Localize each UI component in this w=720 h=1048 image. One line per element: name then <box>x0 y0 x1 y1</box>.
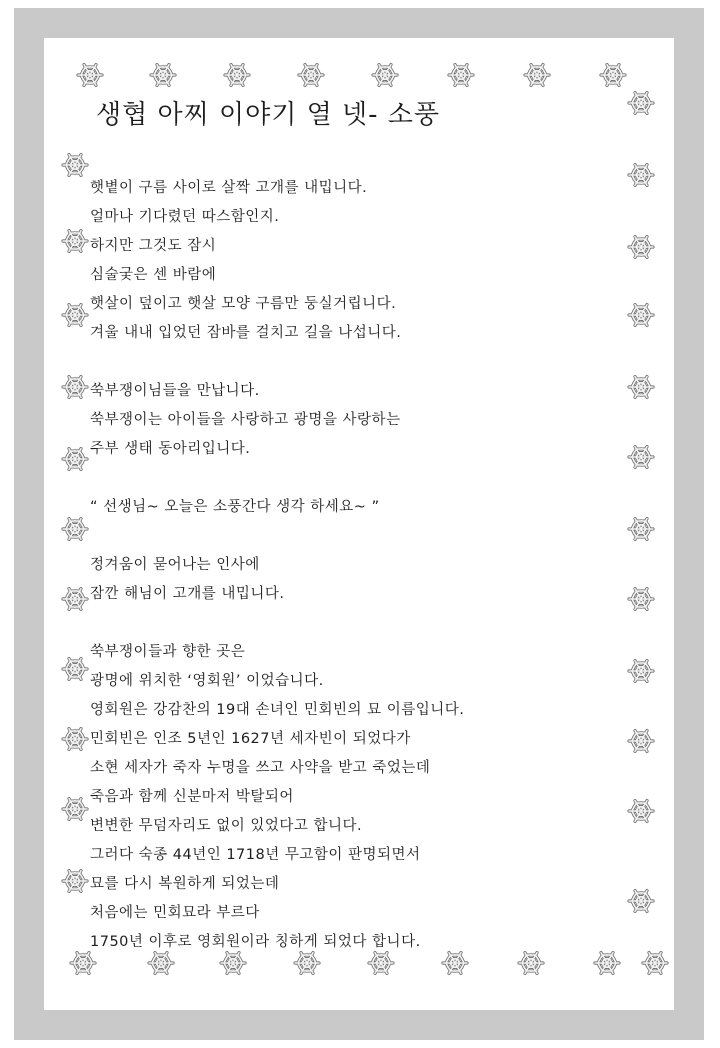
text-line: “ 선생님~ 오늘은 소풍간다 생각 하세요~ ” <box>90 499 380 515</box>
snowflake-icon <box>60 654 90 684</box>
document-body <box>90 174 610 957</box>
snowflake-icon <box>370 60 400 90</box>
snowflake-icon <box>60 866 90 896</box>
snowflake-icon <box>626 300 656 330</box>
text-line: 묘를 다시 복원하게 되었는데 <box>90 876 280 892</box>
snowflake-icon <box>626 372 656 402</box>
text-line: 소현 세자가 죽자 누명을 쓰고 사약을 받고 죽었는데 <box>90 760 431 776</box>
snowflake-icon <box>626 514 656 544</box>
snowflake-icon <box>60 150 90 180</box>
snowflake-icon <box>60 514 90 544</box>
paragraph-gap <box>90 522 610 551</box>
snowflake-icon <box>626 656 656 686</box>
text-line: 심술궂은 센 바람에 <box>90 267 217 283</box>
paragraph-gap <box>90 609 610 638</box>
text-line: 쑥부쟁이들과 향한 곳은 <box>90 644 246 660</box>
snowflake-icon <box>60 226 90 256</box>
text-line: 겨울 내내 입었던 잠바를 걸치고 길을 나섭니다. <box>90 325 402 341</box>
snowflake-icon <box>60 584 90 614</box>
document-title: 생협 아찌 이야기 열 넷- 소풍 <box>96 100 440 130</box>
snowflake-icon <box>60 794 90 824</box>
snowflake-icon <box>296 60 326 90</box>
text-line: 잠깐 해님이 고개를 내밉니다. <box>90 586 285 602</box>
text-line: 햇볕이 구름 사이로 살짝 고개를 내밉니다. <box>90 180 368 196</box>
text-line: 주부 생태 동아리입니다. <box>90 441 251 457</box>
snowflake-icon <box>626 726 656 756</box>
snowflake-icon <box>60 444 90 474</box>
text-line: 정겨움이 묻어나는 인사에 <box>90 557 260 573</box>
text-line: 하지만 그것도 잠시 <box>90 238 217 254</box>
snowflake-icon <box>626 886 656 916</box>
snowflake-icon <box>522 60 552 90</box>
snowflake-icon <box>598 60 628 90</box>
text-line: 쑥부쟁이는 아이들을 사랑하고 광명을 사랑하는 <box>90 412 401 428</box>
snowflake-icon <box>60 724 90 754</box>
text-line: 광명에 위치한 ‘영회원’ 이었습니다. <box>90 673 324 689</box>
text-line: 처음에는 민회묘라 부르다 <box>90 905 260 921</box>
snowflake-icon <box>446 60 476 90</box>
snowflake-icon <box>75 60 105 90</box>
text-line: 얼마나 기다렸던 따스함인지. <box>90 209 280 225</box>
text-line: 그러다 숙종 44년인 1718년 무고함이 판명되면서 <box>90 847 421 863</box>
snowflake-icon <box>640 948 670 978</box>
snowflake-icon <box>222 60 252 90</box>
snowflake-icon <box>626 160 656 190</box>
snowflake-icon <box>626 584 656 614</box>
text-line: 변변한 무덤자리도 없이 있었다고 합니다. <box>90 818 363 834</box>
text-line: 쑥부쟁이님들을 만납니다. <box>90 383 260 399</box>
snowflake-icon <box>60 300 90 330</box>
snowflake-icon <box>626 796 656 826</box>
text-line: 죽음과 함께 신분마저 박탈되어 <box>90 789 294 805</box>
text-line: 1750년 이후로 영회원이라 칭하게 되었다 합니다. <box>90 934 421 950</box>
text-line: 민회빈은 인조 5년인 1627년 세자빈이 되었다가 <box>90 731 411 747</box>
snowflake-icon <box>626 442 656 472</box>
paragraph-gap <box>90 348 610 377</box>
text-line: 영회원은 강감찬의 19대 손녀인 민회빈의 묘 이름입니다. <box>90 702 465 718</box>
snowflake-icon <box>60 372 90 402</box>
text-line: 햇살이 덮이고 햇살 모양 구름만 둥실거립니다. <box>90 296 397 312</box>
snowflake-icon <box>626 88 656 118</box>
snowflake-icon <box>626 232 656 262</box>
snowflake-icon <box>148 60 178 90</box>
paragraph-gap <box>90 464 610 493</box>
